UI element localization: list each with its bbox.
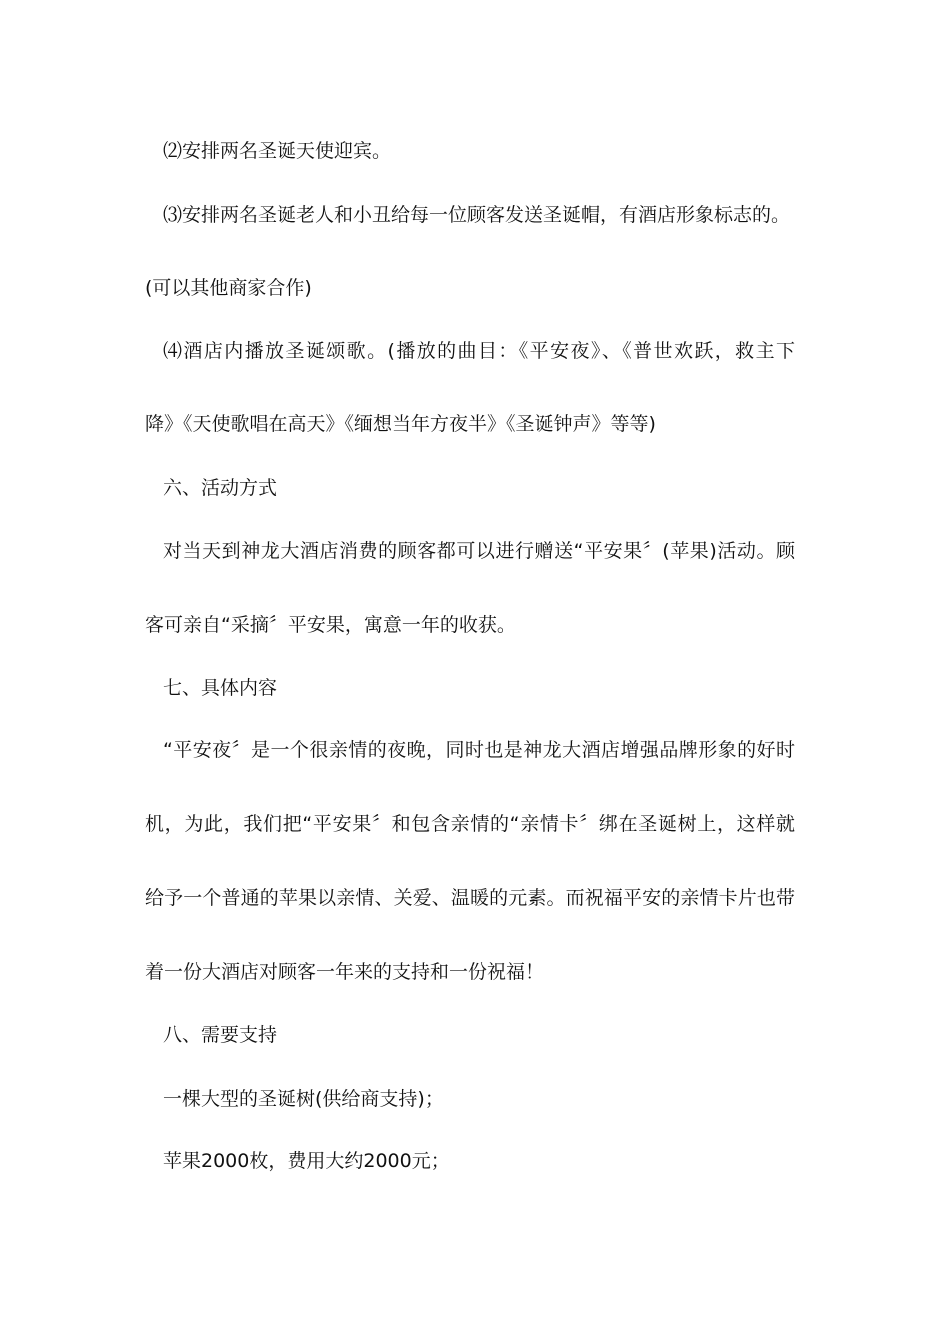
section-heading-8: 八、需要支持 bbox=[163, 1024, 278, 1046]
paragraph-content-line-4: 着一份大酒店对顾客一年来的支持和一份祝福！ bbox=[145, 961, 545, 983]
support-item-apples: 苹果2000枚，费用大约2000元； bbox=[163, 1150, 450, 1172]
paragraph-activity-method: 对当天到神龙大酒店消费的顾客都可以进行赠送“平安果〞(苹果)活动。顾 bbox=[163, 540, 795, 562]
section-heading-6: 六、活动方式 bbox=[163, 477, 278, 499]
paragraph-content-line-2: 机，为此，我们把“平安果〞和包含亲情的“亲情卡〞绑在圣诞树上，这样就 bbox=[145, 813, 795, 835]
support-item-tree: 一棵大型的圣诞树(供给商支持)； bbox=[163, 1088, 444, 1110]
list-item-4-continuation: 降》《天使歌唱在高天》《缅想当年方夜半》《圣诞钟声》等等) bbox=[145, 413, 656, 435]
paragraph-activity-method-continuation: 客可亲自“采摘〞平安果，寓意一年的收获。 bbox=[145, 614, 516, 636]
paragraph-content-line-3: 给予一个普通的苹果以亲情、关爱、温暖的元素。而祝福平安的亲情卡片也带 bbox=[145, 887, 795, 909]
list-item-4: ⑷酒店内播放圣诞颂歌。(播放的曲目：《平安夜》、《普世欢跃，救主下 bbox=[163, 340, 795, 362]
section-heading-7: 七、具体内容 bbox=[163, 677, 278, 699]
list-item-3-continuation: (可以其他商家合作) bbox=[145, 277, 312, 299]
paragraph-content-line-1: “平安夜〞是一个很亲情的夜晚，同时也是神龙大酒店增强品牌形象的好时 bbox=[163, 739, 795, 761]
list-item-2: ⑵安排两名圣诞天使迎宾。 bbox=[163, 140, 392, 162]
list-item-3: ⑶安排两名圣诞老人和小丑给每一位顾客发送圣诞帽，有酒店形象标志的。 bbox=[163, 204, 791, 226]
